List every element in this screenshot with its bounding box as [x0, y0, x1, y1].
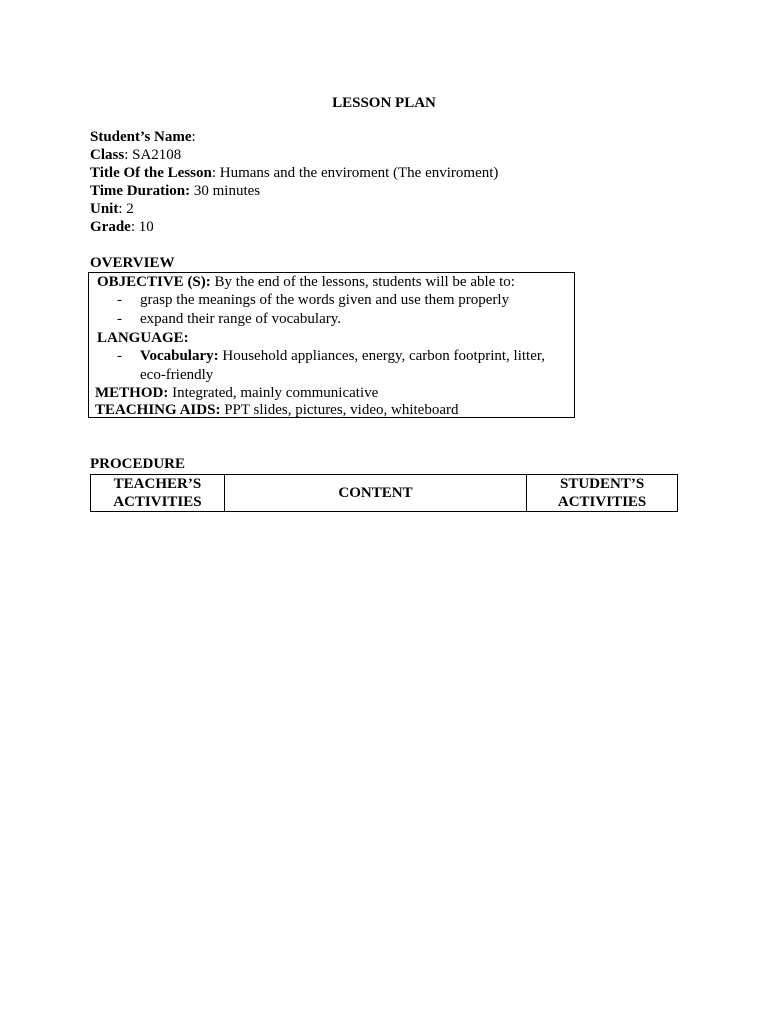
- duration-label: Time Duration:: [90, 183, 191, 199]
- teaching-aids-text: PPT slides, pictures, video, whiteboard: [220, 402, 459, 418]
- teachers-activities-header: [91, 475, 225, 512]
- bullet-dash: -: [117, 292, 122, 308]
- student-name-row: [90, 128, 498, 146]
- vocabulary-bullet: [140, 347, 545, 366]
- objective-bullet: expand their range of vocabulary.: [140, 311, 342, 327]
- header-line: ACTIVITIES: [557, 494, 647, 510]
- overview-heading: OVERVIEW: [90, 255, 175, 271]
- language-label: LANGUAGE:: [97, 330, 189, 346]
- objective-text: By the end of the lessons, students will be able to:: [210, 274, 515, 290]
- objective-row: [97, 273, 515, 292]
- method-text: Integrated, mainly communicative: [168, 385, 379, 401]
- unit-label: Unit: [90, 201, 119, 217]
- student-name-value: :: [191, 129, 196, 145]
- overview-box: [88, 272, 575, 418]
- method-row: [95, 384, 378, 403]
- header-line: ACTIVITIES: [113, 494, 202, 510]
- document-title: LESSON PLAN: [332, 95, 436, 111]
- header-line: STUDENT’S: [559, 476, 645, 492]
- duration-value: 30 minutes: [190, 183, 261, 199]
- teaching-aids-label: TEACHING AIDS:: [95, 402, 221, 418]
- bullet-dash: -: [117, 348, 122, 364]
- grade-value: : 10: [130, 219, 154, 235]
- class-value: : SA2108: [124, 147, 182, 163]
- grade-row: [90, 218, 498, 236]
- objective-bullet: grasp the meanings of the words given and use them properly: [140, 292, 510, 308]
- class-row: [90, 146, 498, 164]
- student-name-label: Student’s Name: [90, 129, 192, 145]
- lesson-title-row: [90, 164, 498, 182]
- students-activities-header: [527, 475, 678, 512]
- procedure-heading: PROCEDURE: [90, 456, 186, 472]
- bullet-dash: -: [117, 311, 122, 327]
- lesson-info: [90, 128, 498, 236]
- vocabulary-text: Household appliances, energy, carbon footprint, litter,: [218, 348, 546, 364]
- content-header: CONTENT: [224, 475, 526, 512]
- header-line: TEACHER’S: [113, 476, 202, 492]
- unit-value: : 2: [118, 201, 134, 217]
- grade-label: Grade: [90, 219, 131, 235]
- vocabulary-label: Vocabulary:: [140, 348, 219, 364]
- lesson-title-value: : Humans and the enviroment (The enviroment): [211, 165, 499, 181]
- objective-label: OBJECTIVE (S):: [97, 274, 211, 290]
- class-label: Class: [90, 147, 125, 163]
- method-label: METHOD:: [95, 385, 169, 401]
- procedure-header-row: [91, 475, 678, 512]
- teaching-aids-row: [95, 401, 458, 420]
- lesson-title-label: Title Of the Lesson: [90, 165, 212, 181]
- language-row: [97, 329, 189, 348]
- procedure-table: [90, 474, 678, 512]
- duration-row: [90, 182, 498, 200]
- vocabulary-text-continued: eco-friendly: [140, 367, 214, 383]
- unit-row: [90, 200, 498, 218]
